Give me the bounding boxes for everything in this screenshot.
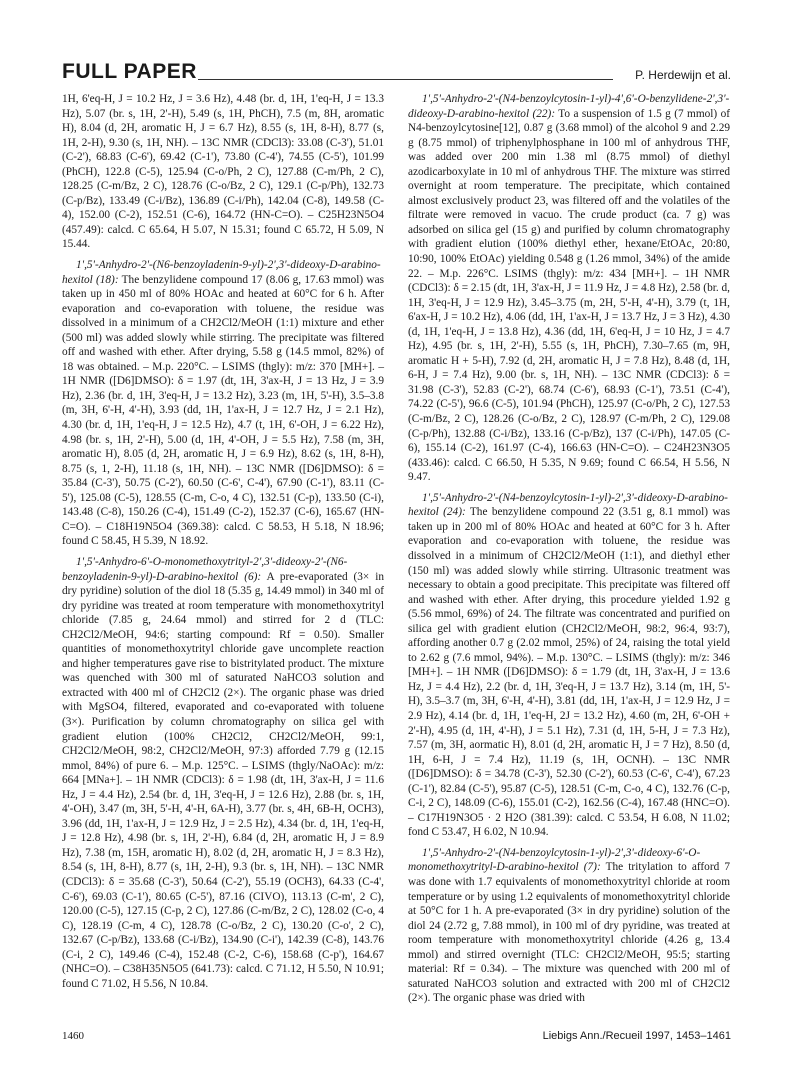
paragraph-text: A pre-evaporated (3× in dry pyridine) solution of the diol 18 (5.35 g, 14.49 mmol) in 340 ml of dry pyridine was treated at room temperature with monomethoxytrityl chloride (7.85 g, 24.64 mmol) and stirred for 2 d (TLC: CH2Cl2/MeOH, 94:6; starting compound: Rf = 0.50). Smaller quantities of monomethoxytrityl chloride gave uncomplete reaction and higher temperatures gave rise to bistritylated product. The mixture was quenched with 300 ml of saturated NaHCO3 solution and extracted with 400 ml of CH2Cl2 (2×). The organic phase was dried with MgSO4, filtered, evaporated and co-evaporated with toluene (3×). Purification by column chromatography on silica gel with gradient elution (100% CH2Cl2, CH2Cl2/MeOH, 99:1, CH2Cl2/MeOH, 98:2, CH2Cl2/MeOH, 97:3) afforded 7.79 g (12.15 mmol, 84%) of pure 6. – M.p. 125°C. – LSIMS (thgly/NaOAc): m/z: 664 [MNa+]. – 1H NMR (CDCl3): δ = 1.98 (dt, 1H, 3'ax-H, J = 11.6 Hz, J = 4.4 Hz), 2.54 (br. d, 1H, 3'eq-H, J = 12.6 Hz), 2.88 (br. s, 1H, 4'-OH), 3.47 (m, 3H, 5'-H, 4'-H, 6A-H), 3.77 (br. s, 4H, 6B-H, OCH3), 3.96 (dd, 1H, 1'ax-H, J = 12.9 Hz, J = 2.5 Hz), 4.34 (br. d, 1H, 1'eq-H, J = 12.8 Hz), 4.98 (br. s, 1H, 2'-H), 6.84 (d, 2H, aromatic H, J = 8.9 Hz), 7.38 (m, 15H, aromatic H), 8.02 (d, 2H, aromatic H, J = 8.3 Hz), 8.54 (s, 1H, 8-H), 8.77 (s, 1H, 2-H), 9.3 (br. s, 1H, NH). – 13C NMR (CDCl3): δ = 35.68 (C-3'), 50.64 (C-2'), 55.19 (OCH3), 64.33 (C-4', C-6'), 69.03 (C-1'), 80.65 (C-5'), 87.16 (CIVO), 113.13 (C-m', 2 C), 120.00 (C-5), 127.15 (C-p, 2 C), 127.86 (C-m/Bz, 2 C), 128.02 (C-o, 4 C), 128.19 (C-m, 4 C), 128.78 (C-o/Bz, 2 C), 130.20 (C-o', 2 C), 132.67 (C-p/Bz), 133.68 (C-i/Bz), 134.90 (C-i'), 142.39 (C-8), 143.76 (C-i, 2 C), 149.46 (C-4), 152.48 (C-2, C-6), 158.68 (C-p'), 164.67 (NHC=O). – C38H35N5O5 (641.73): calcd. C 71.12, H 5.50, N 10.91; found C 71.02, H 5.56, N 10.84. (62, 570, 384, 990)
paragraph (62, 555, 384, 991)
paragraph (408, 92, 730, 485)
running-author: P. Herdewijn et al. (635, 68, 731, 82)
paragraph (408, 491, 730, 840)
compound-title: 1',5'-Anhydro-2'-(N6-benzoyladenin-9-yl)-2',3'-dideoxy-D-arabino-hexitol (18): (62, 259, 381, 286)
paragraph-text: The benzylidene compound 17 (8.06 g, 17.63 mmol) was taken up in 450 ml of 80% HOAc and heated at 60°C for 6 h. After evaporation and co-evaporation with toluene, the residue was dissolved in a minimum of a CH2Cl2/MeOH (1:1) mixture and ether (500 ml) was added slowly while stirring. The precipitate was filtered off and washed with ether. After drying, 5.58 g (14.5 mmol, 82%) of 18 was obtained. – M.p. 220°C. – LSIMS (thgly): m/z: 370 [MH+]. – 1H NMR ([D6]DMSO): δ = 1.97 (dt, 1H, 3'ax-H, J = 13 Hz, J = 3.9 Hz), 2.36 (br. d, 1H, 3'eq-H, J = 13.2 Hz), 3.23 (m, 1H, 5'-H), 3.5–3.8 (m, 3H, 6'-H, 4'-H), 3.93 (dd, 1H, 1'ax-H, J = 12.7 Hz, J = 2.1 Hz), 4.30 (br. d, 1H, 1'eq-H, J = 12.5 Hz), 4.7 (t, 1H, 6'-OH, J = 6.22 Hz), 4.98 (br. s, 1H, 2'-H), 5.00 (d, 1H, 4'-OH, J = 5.5 Hz), 7.58 (m, 3H, aromatic H), 8.05 (d, 2H, aromatic H, J = 6.9 Hz), 8.62 (s, 1H, 8-H), 8.75 (s, 1, 2-H), 11.18 (s, 1H, NH). – 13C NMR ([D6]DMSO): δ = 35.84 (C-3'), 50.75 (C-2'), 60.50 (C-6', C-4'), 67.90 (C-1'), 83.11 (C-5'), 125.08 (C-5), 128.55 (C-m, C-o, 4 C), 132.51 (C-p), 133.50 (C-i), 143.48 (C-8), 150.26 (C-4), 151.49 (C-2), 152.37 (C-6), 165.67 (HN-C=O). – C18H19N5O4 (369.38): calcd. C 58.53, H 5.18, N 18.96; found C 58.45, H 5.39, N 18.92. (62, 273, 384, 548)
paragraph-text: The tritylation to afford 7 was done with 1.7 equivalents of monomethoxytrityl chloride at room temperature or by using 1.2 equivalents of monomethoxytrityl chloride at 50°C for 1 h. A pre-evaporated (3× in dry pyridine) solution of the diol 24 (2.72 g, 7.88 mmol), in 100 ml of dry pyridine, was treated at room temperature with monomethoxytrityl chloride (4.26 g, 13.4 mmol) and stirred overnight (TLC: CH2Cl2/MeOH, 95:5; starting material: Rf = 0.34). – The mixture was quenched with 200 ml of saturated NaHCO3 solution and extracted with 200 ml of CH2Cl2 (2×). The organic phase was dried with (408, 861, 730, 1005)
journal-citation: Liebigs Ann./Recueil 1997, 1453–1461 (542, 1030, 731, 1042)
paragraph-text: The benzylidene compound 22 (3.51 g, 8.1 mmol) was taken up in 200 ml of 80% HOAc and heated at 60°C for 3 h. After evaporation and co-evaporation with toluene, the residue was dissolved in a minimum of CH2Cl2/MeOH (1:1), and diethyl ether (150 ml) was added slowly while stirring. Ultrasonic treatment was necessary to obtain a good precipitate. This precipitate was filtered off and washed with ether. After drying, this procedure yielded 1.92 g (5.56 mmol, 69%) of 24. The filtrate was concentrated and purified on silica gel with gradient elution (CH2Cl2/MeOH, 98:2, 96:4, 93:7), affording another 0.7 g (2.02 mmol, 25%) of 24, raising the total yield to 2.62 g (7.6 mmol, 94%). – M.p. 130°C. – LSIMS (thgly): m/z: 346 [MH+]. – 1H NMR ([D6]DMSO): δ = 1.79 (dt, 1H, 3'ax-H, J = 13.6 Hz, J = 4.4 Hz), 2.2 (br. d, 1H, 3'eq-H, J = 13.7 Hz), 3.14 (m, 1H, 5'-H), 3.5–3.7 (m, 3H, 6'-H, 4'-H), 3.81 (dd, 1H, 1'ax-H, J = 12.9 Hz, J = 2.9 Hz), 4.14 (br. d, 1H, 1'eq-H, 2J = 13.2 Hz), 4.60 (m, 2H, 6'-OH + 2'-H), 4.95 (d, 1H, 4'-H), J = 5.1 Hz), 7.31 (d, 1H, 5-H, J = 7.3 Hz), 7.57 (m, 3H, aormatic H), 8.01 (d, 2H, aromatic H, J = 7 Hz), 8.50 (d, 1H, 6-H, J = 7.4 Hz), 11.19 (s, 1H, OCNH). – 13C NMR ([D6]DMSO): δ = 34.78 (C-3'), 52.30 (C-2'), 60.53 (C-6', C-4'), 67.23 (C-1'), 82.84 (C-5'), 95.87 (C-5), 128.51 (C-m, C-o, 4 C), 132.76 (C-p, C-i, 2 C), 148.09 (C-6), 155.01 (C-2), 162.56 (C-4), 167.48 (HNC=O). – C17H19N3O5 · 2 H2O (381.39): calcd. C 53.54, H 6.08, N 11.02; fond C 53.47, H 6.02, N 10.94. (408, 506, 730, 839)
paragraph-text: To a suspension of 1.5 g (7 mmol) of N4-benzoylcytosine[12], 0.87 g (3.68 mmol) of the alcohol 9 and 2.29 g (8.75 mmol) of triphenylphosphane in 100 ml of anhydrous THF, was added over 200 min 1.38 ml (8.75 mmol) of diethyl azodicarboxylate in 10 ml of anhydrous THF. The mixture was stirred overnight at room temperature. The precipitate, which contained almost exclusively product 23, was filtered off and the volatiles of the filtrate were removed in vacuo. The crude product (ca. 7 g) was adsorbed on silica gel (15 g) and purified by column chromatography with gradient elution (100% diethyl ether, hexane/EtOAc, 20:80, 10:90, 100% EtOAc) yielding 0.548 g (1.26 mmol, 34%) of the amide 22. – M.p. 226°C. LSIMS (thgly): m/z: 434 [MH+]. – 1H NMR (CDCl3): δ = 2.15 (dt, 1H, 3'ax-H, J = 11.9 Hz, J = 4.8 Hz), 2.58 (br. d, 1H, 3'eq-H, J = 12.9 Hz), 3.45–3.75 (m, 2H, 5'-H, 4'-H), 3.79 (t, 1H, 6'ax-H, J = 10.2 Hz), 4.06 (dd, 1H, 1'ax-H, J = 13.7 Hz, J = 3 Hz), 4.30 (d, 1H, 1'eq-H, J = 13.8 Hz), 4.36 (dd, 1H, 6'eq-H, J = 10 Hz, J = 4.7 Hz), 4.95 (br. s, 1H, 2'-H), 5.55 (s, 1H, PhCH), 7.30–7.65 (m, 9H, aromatic H + 5-H), 7.92 (d, 2H, aromatic H, J = 7.8 Hz), 8.48 (d, 1H, 6-H, J = 7.4 Hz), 9.00 (br. s, 1H, NH). – 13C NMR (CDCl3): δ = 31.98 (C-3'), 52.83 (C-2'), 68.74 (C-6'), 68.93 (C-1'), 73.51 (C-4'), 74.22 (C-5'), 96.6 (C-5), 101.94 (PhCH), 125.97 (C-o/Ph, 2 C), 127.53 (C-m/Bz, 2 C), 128.26 (C-o/Bz, 2 C), 128.97 (C-m/Ph, 2 C), 129.08 (C-p/Ph), 132.88 (C-i/Bz), 133.16 (C-p/Bz), 137 (C-i/Ph), 147.05 (C-6), 155.14 (C-2), 161.97 (C-4), 166.63 (HN-C=O). – C24H23N3O5 (433.46): calcd. C 66.50, H 5.35, N 9.69; found C 66.54, H 5.56, N 9.47. (408, 107, 730, 484)
page-number: 1460 (62, 1030, 84, 1042)
paragraph (62, 258, 384, 549)
section-label: FULL PAPER (62, 60, 197, 83)
compound-title: 1',5'-Anhydro-2'-(N4-benzoylcytosin-1-yl)-2',3'-dideoxy-D-arabino-hexitol (24): (408, 491, 728, 519)
compound-title: 1',5'-Anhydro-2'-(N4-benzoylcytosin-1-yl)-4',6'-O-benzylidene-2',3'-dideoxy-D-arabino-hexitol (22): (408, 93, 730, 120)
compound-title: 1',5'-Anhydro-6'-O-monomethoxytrityl-2',3'-dideoxy-2'-(N6-benzoyladenin-9-yl)-D-arabino-hexitol (6): (62, 555, 348, 583)
page-header (62, 56, 731, 86)
compound-title: 1',5'-Anhydro-2'-(N4-benzoylcytosin-1-yl)-2',3'-dideoxy-6'-O-monomethoxytrityl-D-arabino-hexitol (7): (408, 846, 701, 874)
right-column (408, 92, 730, 1012)
header-rule (198, 79, 613, 80)
paragraph (408, 846, 730, 1006)
left-column (62, 92, 384, 997)
paragraph-text: 1H, 6'eq-H, J = 10.2 Hz, J = 3.6 Hz), 4.48 (br. d, 1H, 1'eq-H, J = 13.3 Hz), 5.07 (br. s, 1H, 2'-H), 5.49 (s, 1H, PhCH), 7.5 (m, 8H, aromatic H), 8.04 (d, 2H, aromatic H, J = 6.7 Hz), 8.55 (s, 1H, 8-H), 8.77 (s, 1H, 2-H), 9.30 (s, 1H, NH). – 13C NMR (CDCl3): 33.08 (C-3'), 51.01 (C-2'), 68.83 (C-6'), 69.42 (C-1'), 73.80 (C-4'), 74.55 (C-5'), 101.99 (PhCH), 122.8 (C-5), 125.94 (C-o/Ph, 2 C), 127.88 (C-m/Ph, 2 C), 128.25 (C-m/Bz, 2 C), 128.76 (C-o/Bz, 2 C), 129.1 (C-p/Ph), 132.73 (C-p/Bz), 133.49 (C-i/Bz), 136.89 (C-i/Ph), 142.04 (C-8), 149.58 (C-4), 152.00 (C-2), 152.51 (C-6), 164.72 (HN-C=O). – C25H23N5O4 (457.49): calcd. C 65.64, H 5.07, N 15.31; found C 65.72, H 5.09, N 15.44. (62, 93, 384, 251)
paragraph (62, 92, 384, 252)
